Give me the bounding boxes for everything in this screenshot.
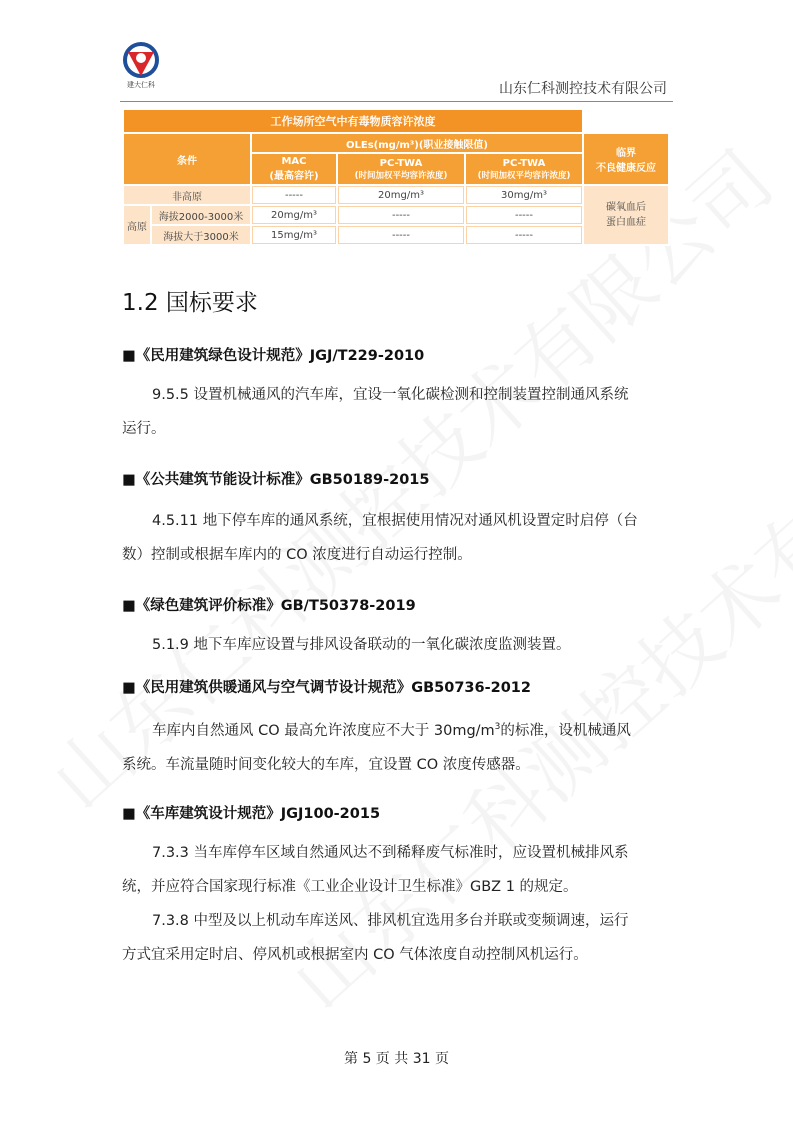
paragraph-line: 7.3.8 中型及以上机动车库送风、排风机宜选用多台并联或变频调速，运行 <box>152 913 629 929</box>
standard-title: ■《公共建筑节能设计标准》GB50189-2015 <box>122 472 430 488</box>
col-pctwa1 <box>338 154 464 184</box>
page-number: 第 5 页 共 31 页 <box>344 1051 449 1067</box>
standard-paragraph <box>122 504 674 572</box>
standard-title: ■《民用建筑绿色设计规范》JGJ/T229-2010 <box>122 348 425 364</box>
col-critical-label: 临界 <box>616 148 636 159</box>
col-condition: 条件 <box>124 134 250 184</box>
section-heading: 1.2 国标要求 <box>122 290 258 316</box>
table-cell: 20mg/m³ <box>252 206 336 224</box>
col-mac <box>252 154 336 184</box>
standard-title: ■《车库建筑设计规范》JGJ100-2015 <box>122 806 381 822</box>
paragraph-line: 统，并应符合国家现行标准《工业企业设计卫生标准》GBZ 1 的规定。 <box>122 879 578 895</box>
paragraph-line: 9.5.5 设置机械通风的汽车库，宜设一氧化碳检测和控制装置控制通风系统 <box>152 387 629 403</box>
row-label: 海拔大于3000米 <box>152 226 250 244</box>
table-cell: 20mg/m³ <box>338 186 464 204</box>
standard-paragraph <box>122 710 674 782</box>
col-mac-sub: (最高容许) <box>269 171 319 182</box>
table-cell: 15mg/m³ <box>252 226 336 244</box>
table-cell: ----- <box>466 206 582 224</box>
paragraph-line: 数）控制或根据车库内的 CO 浓度进行自动运行控制。 <box>122 547 472 563</box>
reaction-cell <box>584 186 668 244</box>
paragraph-text: 的标准，设机械通风 <box>500 722 631 739</box>
superscript: 3 <box>494 722 501 732</box>
row-label: 非高原 <box>124 186 250 204</box>
col-mac-label: MAC <box>281 156 307 167</box>
paragraph-line: 方式宜采用定时启、停风机或根据室内 CO 气体浓度自动控制风机运行。 <box>122 947 588 963</box>
standard-paragraph <box>122 628 674 662</box>
col-pctwa1-label: PC-TWA <box>379 157 423 169</box>
reaction-text: 碳氧血后蛋白血症 <box>606 202 646 228</box>
paragraph-line: 4.5.11 地下停车库的通风系统，宜根据使用情况对通风机设置定时启停（台 <box>152 513 638 529</box>
table-cell: 30mg/m³ <box>466 186 582 204</box>
header-divider <box>120 101 673 102</box>
table-cell: ----- <box>338 226 464 244</box>
paragraph-line: 7.3.3 当车库停车区域自然通风达不到稀释废气标准时，应设置机械排风系 <box>152 845 629 861</box>
col-critical-sub: 不良健康反应 <box>596 163 656 174</box>
logo-text: 建大仁科 <box>127 81 155 89</box>
table-title: 工作场所空气中有毒物质容许浓度 <box>124 110 582 132</box>
table-cell: ----- <box>338 206 464 224</box>
company-name: 山东仁科测控技术有限公司 <box>499 81 667 97</box>
paragraph-line: 运行。 <box>122 421 166 437</box>
standard-paragraph <box>122 378 674 446</box>
toxic-substance-table <box>122 108 670 246</box>
col-pctwa2 <box>466 154 582 184</box>
col-pctwa2-label: PC-TWA <box>502 157 546 169</box>
paragraph-line: 系统。车流量随时间变化较大的车库，宜设置 CO 浓度传感器。 <box>122 756 530 773</box>
paragraph-line: 5.1.9 地下车库应设置与排风设备联动的一氧化碳浓度监测装置。 <box>152 637 571 653</box>
col-pctwa1-sub: (时间加权平均容许浓度) <box>354 170 448 181</box>
col-pctwa2-sub: (时间加权平均容许浓度) <box>477 170 571 181</box>
standard-title: ■《民用建筑供暖通风与空气调节设计规范》GB50736-2012 <box>122 680 531 696</box>
standard-title: ■《绿色建筑评价标准》GB/T50378-2019 <box>122 598 416 614</box>
row-label: 海拔2000-3000米 <box>152 206 250 224</box>
paragraph-text: 车库内自然通风 CO 最高允许浓度应不大于 30mg/m <box>152 722 495 739</box>
highland-label: 高原 <box>124 206 150 244</box>
col-oles: OLEs(mg/m³)(职业接触限值) <box>252 134 582 152</box>
paragraph-line <box>122 710 674 748</box>
standard-paragraph <box>122 836 674 972</box>
table-cell: ----- <box>466 226 582 244</box>
col-critical <box>584 134 668 184</box>
table-cell: ----- <box>252 186 336 204</box>
